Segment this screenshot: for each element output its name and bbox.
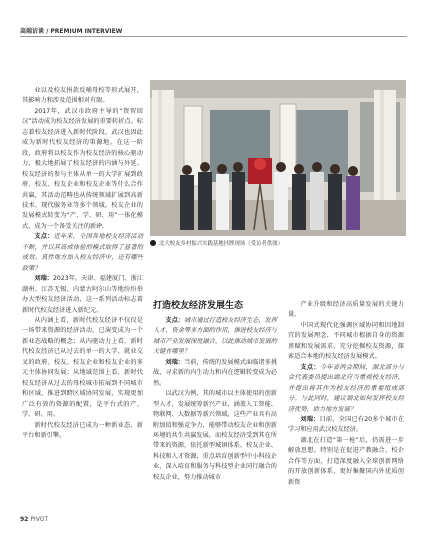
speaker-label: 支点：: [34, 233, 54, 241]
qa-paragraph: [288, 363, 404, 415]
qa-paragraph: [22, 232, 143, 274]
body-paragraph: 中国式现代化强调区域协同和因地制宜的发展理念，不同城市根据自身的资源禀赋和发展需求，充分挖掘校友资源，探索适合本地的校友经济发展模式。: [288, 321, 404, 361]
photo-caption: [150, 239, 410, 247]
paragraph-text: 近年来，全国各地校友经济活动不断，并以其高成体验的模式取得了显著的成效。真性地方加入校友经济中，还有哪些政策？: [22, 233, 144, 272]
column-2: [153, 300, 277, 483]
speaker-label: 刘瑞：: [165, 358, 184, 366]
header-divider: [20, 36, 407, 37]
paragraph-text: 当前，传统的发展模式面临诸多挑战，寻求新的内生动力和内在逻辑转变成为必然。: [153, 358, 278, 387]
speaker-label: 支点：: [165, 317, 184, 324]
caption-bullet-icon: [150, 240, 156, 246]
column-1: [22, 86, 143, 441]
section-heading: 打造校友经济发展生态: [153, 301, 244, 311]
event-photo: [150, 80, 406, 236]
body-paragraph: 产业升级和经济高质量发展的关键力量。: [288, 301, 404, 319]
speaker-label: 支点：: [300, 363, 320, 371]
body-paragraph: 新时代校友经济已成为一种新业态、新平台和新引擎。: [22, 421, 143, 439]
section-label: PREMIUM INTERVIEW: [50, 28, 123, 35]
qa-paragraph: [288, 415, 404, 436]
column-2-body: [153, 316, 277, 483]
body-paragraph: 业以及校友捐款反哺母校等形式展开，其影响力和涉及范围相对有限。: [22, 87, 143, 105]
body-paragraph: 湖北在打造“第一枪”后，仍需进一步解放思想。特别是在促进产教融合、校企合作等方面，打造深度融入全球创新网络的开放创新体系，更好集聚国内外优质创新资: [288, 436, 404, 486]
paragraph-text: 城市通过打造校友经济生态，发挥人才、资金等多方面的作用，推进校友经济与城市产业发展深度融合，以此推动城市发展的关键在哪里？: [153, 317, 278, 356]
paragraph-text: 目前，全国已有20多个城市在学习和应用武汉校友经济。: [288, 415, 405, 434]
page-header: [20, 26, 122, 35]
page-footer: [20, 516, 48, 523]
header-separator: /: [44, 28, 51, 35]
page-number: 92: [20, 516, 29, 523]
paragraph-text: 今年省两会期间，湖北部分与会代表委员提出湖北应当重视校友经济，并提出将其作为校友经济的重要组成部分。与此同时，建议湖北如何发挥校友经济优势，助力地方发展？: [288, 363, 404, 413]
paragraph-text: 2023年，天津、福建厦门、浙江湖州、江苏无锡、内蒙古阿尔山等地纷纷举办大型校友经济活动，这一系列活动标志着新时代校友经济进入新纪元。: [22, 275, 144, 314]
body-paragraph: 2017年，武汉市政府主导的“资智回汉”活动成为校友经济发展的重要转折点。标志着校友经济进入新时代阶段，武汉也因此成为新时代校友经济的策源地。在这一阶段，政府将以校友作为校友经济的核心驱动力，极大地拓展了校友经济的内涵与外延。校友经济的参与主体从单一的大学扩展到政府、校友、校友企业和校友企业等什么合作共赢，其活动范畴也从传统领域扩展到高新技术、现代服务业等多个领域。校友企业的发展模式转变为“产、学、研、用”一体化模式，成为一个备受关注的新IP。: [22, 107, 143, 230]
body-paragraph: 从内涵上看，新时代校友经济不仅仅是一场带来资源的经济活动，已演变成为一个新业态战略的概念；从内驱动力上看，新时代校友经济已从过去的单一的大学、就业交叉的政府、校友、校友企业和校友企业的多元主体协同发展；从地域范围上看，新时代校友经济从过去的母校城市拓展到不同城市和区域，推进到跨区域协同发展，实现更加广泛有效的资源的配置，是平台式的产、学、研、用。: [22, 316, 143, 419]
qa-paragraph: [153, 316, 277, 358]
speaker-label: 刘瑞：: [300, 415, 320, 423]
qa-paragraph: [153, 358, 277, 389]
column-3: [288, 300, 404, 488]
speaker-label: 刘瑞：: [34, 275, 53, 283]
qa-paragraph: [22, 274, 143, 316]
body-paragraph: 以武汉为例，其的城市以主体使用的创新型人才，发展统筹新兴产业，涵盖人工智能、物联网、大数据等新兴领域，这些产业具有高附加值和强竞争力，能够带动校友企业和创新环境的共生共赢发展。而校友经济受到其在所带来的资源，依托新型城镇体系、校友企业、科技和人才资源，重点培育创新型中小科技企业，深入培育和服务与科技型企业同行融合的校友企业，努力推动城市: [153, 390, 277, 481]
magazine-name: PIVOT: [30, 516, 49, 523]
photo-illustration: [150, 80, 406, 236]
section-tag: 高端访谈: [20, 28, 45, 35]
caption-text: 北大校友乡村振兴实践基地挂牌现场（受访者供图）: [159, 241, 283, 247]
